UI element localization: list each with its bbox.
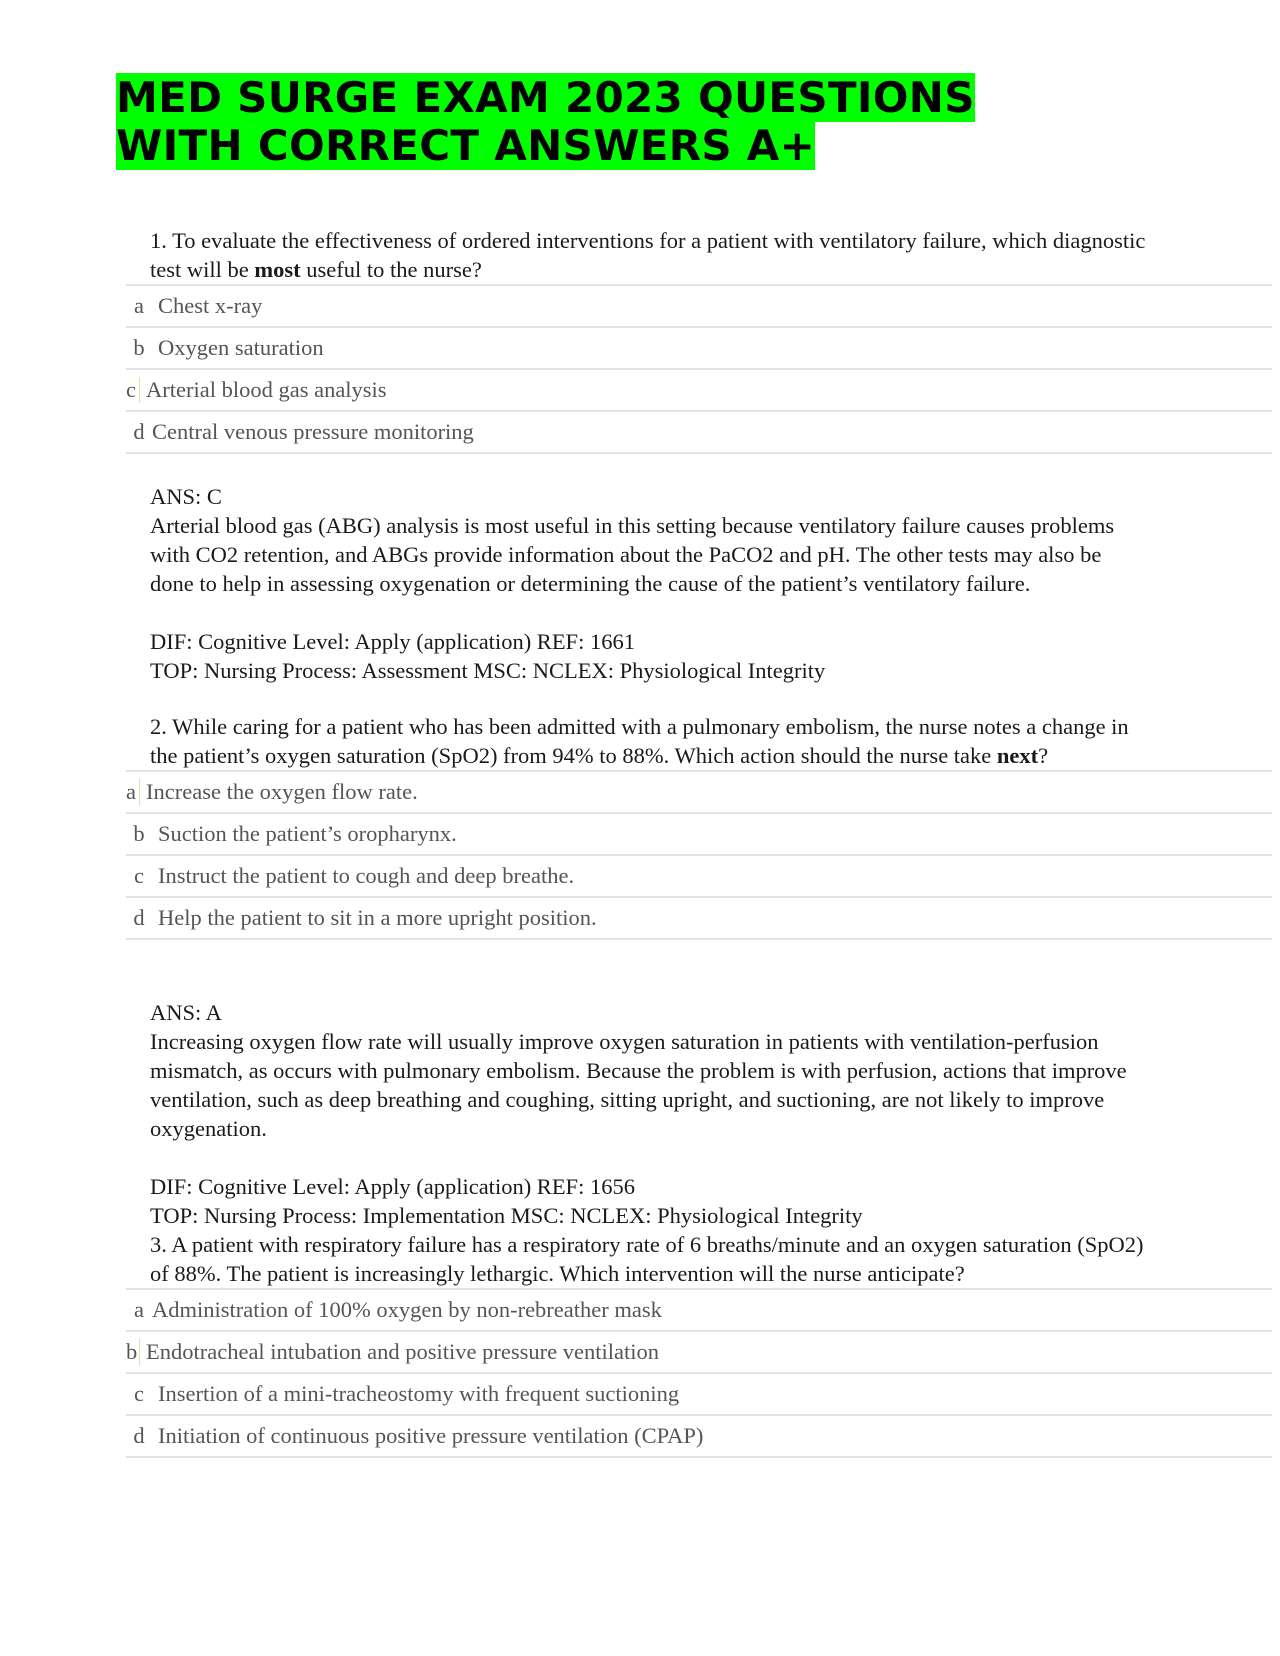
option-d[interactable]: d Help the patient to sit in a more upright position. bbox=[126, 898, 1272, 940]
option-a[interactable]: a Administration of 100% oxygen by non-rebreather mask bbox=[126, 1288, 1272, 1332]
option-b[interactable]: b Endotracheal intubation and positive pressure ventilation bbox=[126, 1332, 1272, 1374]
question-stem: 3. A patient with respiratory failure has a respiratory rate of 6 breaths/minute and an oxygen saturation (SpO2) of 88%. The patient is increasingly lethargic. Which intervention will the nurse anticipate? bbox=[150, 1232, 1144, 1286]
topic-msc: TOP: Nursing Process: Assessment MSC: NCLEX: Physiological Integrity bbox=[150, 658, 826, 683]
option-d[interactable]: d Central venous pressure monitoring bbox=[126, 412, 1272, 454]
option-c[interactable]: c Arterial blood gas analysis bbox=[126, 370, 1272, 412]
question-2 bbox=[0, 712, 1280, 940]
question-1 bbox=[0, 226, 1280, 454]
difficulty-ref: DIF: Cognitive Level: Apply (application) REF: 1656 bbox=[150, 1174, 635, 1199]
option-b[interactable]: b Suction the patient’s oropharynx. bbox=[126, 814, 1272, 856]
title-highlight: MED SURGE EXAM 2023 QUESTIONS WITH CORRECT ANSWERS A+ bbox=[116, 73, 975, 170]
question-stem: 1. To evaluate the effectiveness of ordered interventions for a patient with ventilatory failure, which diagnostic test will be most useful to the nurse? bbox=[150, 228, 1146, 282]
question-3 bbox=[0, 1230, 1280, 1458]
question-stem: 2. While caring for a patient who has been admitted with a pulmonary embolism, the nurse notes a change in the patient’s oxygen saturation (SpO2) from 94% to 88%. Which action should the nurse take next? bbox=[150, 714, 1129, 768]
difficulty-ref: DIF: Cognitive Level: Apply (application) REF: 1661 bbox=[150, 629, 635, 654]
option-a[interactable]: a Increase the oxygen flow rate. bbox=[126, 770, 1272, 814]
option-b[interactable]: b Oxygen saturation bbox=[126, 328, 1272, 370]
answer-key: ANS: A bbox=[150, 1000, 222, 1025]
option-d[interactable]: d Initiation of continuous positive pressure ventilation (CPAP) bbox=[126, 1416, 1272, 1458]
option-c[interactable]: c Instruct the patient to cough and deep breathe. bbox=[126, 856, 1272, 898]
answer-block-2 bbox=[150, 998, 1150, 1230]
stem-emphasis: most bbox=[254, 257, 301, 282]
option-a[interactable]: a Chest x-ray bbox=[126, 284, 1272, 328]
rationale: Arterial blood gas (ABG) analysis is most useful in this setting because ventilatory failure causes problems with CO2 retention, and ABGs provide information about the PaCO2 and pH. The other tests may also be done to help in assessing oxygenation or determining the cause of the patient’s ventilatory failure. bbox=[150, 513, 1115, 596]
topic-msc: TOP: Nursing Process: Implementation MSC: NCLEX: Physiological Integrity bbox=[150, 1203, 863, 1228]
stem-emphasis: next bbox=[996, 743, 1039, 768]
answer-key: ANS: C bbox=[150, 484, 222, 509]
option-c[interactable]: c Insertion of a mini-tracheostomy with frequent suctioning bbox=[126, 1374, 1272, 1416]
answer-block-1 bbox=[150, 482, 1150, 685]
document-title bbox=[116, 74, 1116, 170]
rationale: Increasing oxygen flow rate will usually improve oxygen saturation in patients with ventilation-perfusion mismatch, as occurs with pulmonary embolism. Because the problem is with perfusion, actions that improve ventilation, such as deep breathing and coughing, sitting upright, and suctioning, are not likely to improve oxygenation. bbox=[150, 1029, 1127, 1141]
